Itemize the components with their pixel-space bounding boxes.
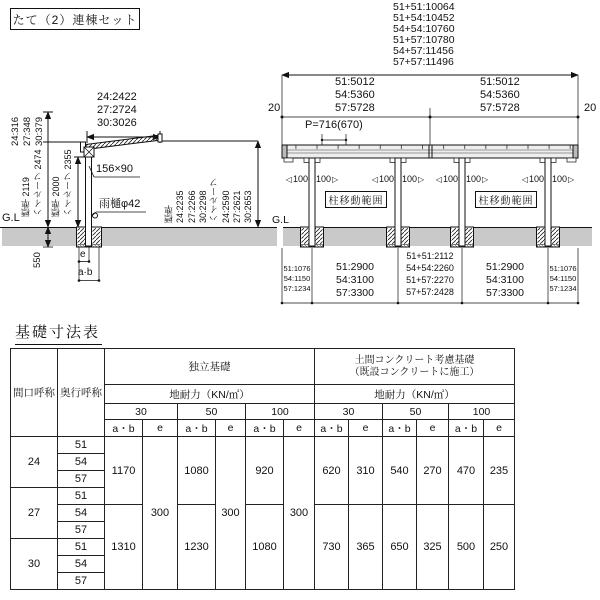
foot-mid-label: 54+54:2260 (406, 263, 454, 273)
header-ab: a・b (246, 420, 284, 437)
move-arrow-right: 100 ▷ (466, 174, 489, 184)
header-e: e (284, 420, 315, 437)
cell-value: 1310 (105, 505, 143, 590)
footing-ab-label: a·b (78, 267, 93, 278)
header-load: 100 (449, 404, 515, 420)
side-eave-height-label: 標準 2119 (21, 177, 31, 217)
move-arrow-left: ◁ 100 (521, 174, 544, 184)
move-arrow-left: ◁ 100 (285, 174, 308, 184)
foundation-table (10, 348, 515, 590)
side-right-height-label: 24:2590 (221, 190, 231, 223)
foot-side-label: 51:1076 (549, 264, 577, 273)
cell-depth: 54 (58, 556, 105, 573)
cell-depth: 54 (58, 505, 105, 522)
post-move-range-box: 柱移動範囲 (325, 191, 387, 208)
header-ab: a・b (178, 420, 216, 437)
foot-span-label: 57:3300 (336, 287, 374, 299)
arrow-left-icon: ◁ (521, 174, 528, 184)
cell-depth: 51 (58, 437, 105, 454)
cell-value: 730 (315, 505, 349, 590)
foot-span-label: 51:2900 (486, 261, 524, 273)
front-total-label: 51+54:10452 (393, 12, 455, 24)
side-rise-label: 30:379 (34, 116, 45, 146)
side-rise-label: 24:316 (10, 116, 21, 146)
panel-pitch-label: P=716(670) (305, 119, 363, 131)
side-rise-label: 27:348 (22, 116, 33, 146)
side-right-height-label: 27:2266 (187, 190, 197, 223)
front-total-label: 51+51:10064 (393, 1, 455, 13)
cell-frontage: 30 (11, 539, 58, 590)
move-arrow-right: 100 ▷ (402, 174, 425, 184)
cell-value: 500 (449, 505, 484, 590)
move-arrow-right: 100 ▷ (316, 174, 339, 184)
side-width-label: 27:2724 (97, 104, 137, 116)
cell-depth: 57 (58, 471, 105, 488)
front-span-label: 57:5728 (480, 102, 520, 114)
header-independent: 独立基礎 (105, 349, 315, 385)
gutter-label: 雨樋φ42 (99, 198, 141, 210)
side-eave-height-label: ハイルーフ 2474 (33, 149, 43, 217)
col-header-frontage: 間口呼称 (11, 349, 58, 437)
beam-size-label: 156×90 (96, 163, 134, 175)
front-total-label: 51+57:10780 (393, 34, 455, 46)
front-total-label: 54+54:10760 (393, 23, 455, 35)
arrow-left-icon: ◁ (285, 174, 292, 184)
front-span-label: 57:5728 (335, 102, 375, 114)
header-load: 50 (178, 404, 246, 420)
arrow-right-icon: ▷ (482, 174, 489, 184)
cell-frontage: 27 (11, 488, 58, 539)
front-span-label: 54:5360 (480, 89, 520, 101)
cell-value: 1230 (178, 505, 216, 590)
front-span-label: 54:5360 (335, 89, 375, 101)
header-bearing: 地耐力（KN/㎡） (105, 385, 315, 404)
move-arrow-left: ◁ 100 (435, 174, 458, 184)
arrow-left-icon: ◁ (435, 174, 442, 184)
move-arrow-left: ◁ 100 (371, 174, 394, 184)
cell-depth: 51 (58, 539, 105, 556)
cell-frontage: 24 (11, 437, 58, 488)
post-move-range-box: 柱移動範囲 (475, 191, 537, 208)
arrow-right-icon: ▷ (418, 174, 425, 184)
foot-span-label: 54:3100 (336, 274, 374, 286)
header-load: 100 (246, 404, 315, 420)
cell-value: 300 (143, 437, 178, 590)
header-e: e (484, 420, 515, 437)
front-gl-label: G.L (272, 214, 289, 226)
edge-offset-label: 20 (268, 102, 281, 114)
cell-value: 920 (246, 437, 284, 505)
foot-side-label: 54:1150 (549, 274, 577, 283)
arrow-right-icon: ▷ (568, 174, 575, 184)
table-title: 基礎寸法表 (15, 321, 102, 345)
header-load: 30 (105, 404, 178, 420)
foot-span-label: 51:2900 (336, 261, 374, 273)
cell-value: 250 (484, 505, 515, 590)
header-ab: a・b (383, 420, 417, 437)
move-arrow-right: 100 ▷ (552, 174, 575, 184)
cell-depth: 57 (58, 573, 105, 590)
side-right-height-label: ハイルーフ (209, 178, 219, 223)
cell-value: 1080 (178, 437, 216, 505)
col-header-depth: 奥行呼称 (58, 349, 105, 437)
footing-depth-label: 550 (32, 252, 43, 268)
side-post-height-label: ハイルーフ 2355 (63, 149, 73, 217)
cell-value: 470 (449, 437, 484, 505)
foot-side-label: 57:1234 (549, 284, 577, 293)
side-right-height-label: 24:2235 (175, 190, 185, 223)
side-width-label: 24:2422 (97, 91, 137, 103)
arrow-right-icon: ▷ (332, 174, 339, 184)
side-right-height-label: 27:2621 (232, 190, 242, 223)
side-right-height-label: 30:2653 (243, 190, 253, 223)
arrow-left-icon: ◁ (371, 174, 378, 184)
header-ab: a・b (315, 420, 349, 437)
cell-value: 1170 (105, 437, 143, 505)
gutter-circle (93, 213, 98, 218)
foot-side-label: 54:1150 (283, 274, 311, 283)
drawing-title: たて（2）連棟セット (10, 8, 140, 30)
side-right-height-label: 30:2298 (198, 190, 208, 223)
cell-value: 300 (216, 437, 246, 590)
cell-value: 650 (383, 505, 417, 590)
header-load: 50 (383, 404, 449, 420)
foot-side-label: 57:1234 (283, 284, 311, 293)
cell-depth: 51 (58, 488, 105, 505)
foot-side-label: 51:1076 (283, 264, 311, 273)
cell-depth: 57 (58, 522, 105, 539)
cell-depth: 54 (58, 454, 105, 471)
cell-value: 325 (417, 505, 449, 590)
cell-value: 270 (417, 437, 449, 505)
header-ab: a・b (105, 420, 143, 437)
side-width-label: 30:3026 (97, 117, 137, 129)
foot-span-label: 54:3100 (486, 274, 524, 286)
cell-value: 300 (284, 437, 315, 590)
foot-mid-label: 51+57:2270 (406, 275, 454, 285)
front-span-label: 51:5012 (335, 76, 375, 88)
cell-value: 365 (349, 505, 383, 590)
front-total-label: 57+57:11496 (393, 56, 454, 68)
front-span-label: 51:5012 (480, 76, 520, 88)
header-load: 30 (315, 404, 383, 420)
foot-span-label: 57:3300 (486, 287, 524, 299)
foot-mid-label: 51+51:2112 (406, 251, 454, 261)
header-ab: a・b (449, 420, 484, 437)
header-e: e (216, 420, 246, 437)
front-total-label: 54+57:11456 (393, 45, 454, 57)
foot-mid-label: 57+57:2428 (406, 287, 454, 297)
side-post-height-label: 標準 2000 (51, 176, 61, 217)
cell-value: 1080 (246, 505, 284, 590)
header-e: e (349, 420, 383, 437)
side-gl-label: G.L (2, 212, 20, 224)
side-right-height-label: 標準 (164, 205, 174, 223)
header-e: e (417, 420, 449, 437)
edge-offset-label: 20 (584, 102, 597, 114)
header-e: e (143, 420, 178, 437)
header-bearing: 地耐力（KN/㎡） (315, 385, 515, 404)
cell-value: 540 (383, 437, 417, 505)
cell-value: 310 (349, 437, 383, 505)
header-doma: 土間コンクリート考慮基礎 （既設コンクリートに施工） (315, 349, 515, 385)
cell-value: 235 (484, 437, 515, 505)
cell-value: 620 (315, 437, 349, 505)
footing-e-label: e (80, 249, 86, 260)
